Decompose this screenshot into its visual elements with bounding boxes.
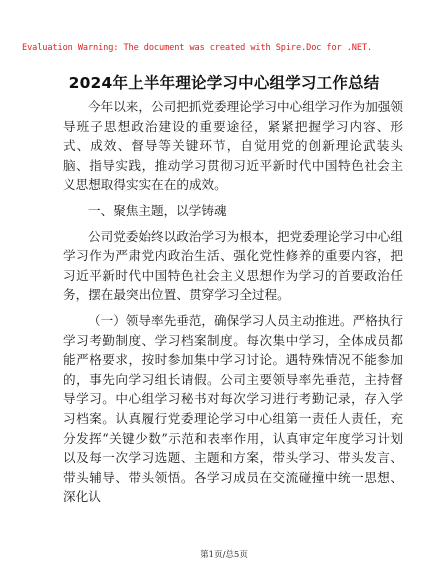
subsection-paragraph: （一）领导率先垂范，确保学习人员主动推进。严格执行学习考勤制度、学习档案制度。每次集中学习，全体成员都能严格要求，按时参加集中学习讨论。遇特殊情况不能参加的，事先向学习组长请假。公司主要领导率先垂范，主持督导学习。中心组学习秘书对每次学习进行考勤记录，存入学习档案。认真履行党委理论学习中心组第一责任人责任，充分发挥“关键少数”示范和表率作用，认真审定年度学习计划以及每一次学习选题、主题和方案，带头学习、带头发言、带头辅导、带头领悟。各学习成员在交流碰撞中统一思想、深化认 <box>63 312 403 505</box>
document-title: 2024年上半年理论学习中心组学习工作总结 <box>68 74 380 92</box>
page-footer: 第1页/总5页 <box>200 550 248 560</box>
section-heading: 一、聚焦主题，以学铸魂 <box>88 202 227 218</box>
document-body <box>63 97 403 507</box>
section-paragraph: 公司党委始终以政治学习为根本，把党委理论学习中心组学习作为严肃党内政治生活、强化党性修养的重要内容，把习近平新时代中国特色社会主义思想作为学习的首要政治任务，摆在最突出位置、贯穿学习全过程。 <box>63 228 403 303</box>
evaluation-warning: Evaluation Warning: The document was created with Spire.Doc for .NET. <box>22 43 373 53</box>
intro-paragraph: 今年以来，公司把抓党委理论学习中心组学习作为加强领导班子思想政治建设的重要途径，紧紧把握学习内容、形式、成效、督导等关键环节，自觉用党的创新理论武装头脑、指导实践，推动学习贯彻习近平新时代中国特色社会主义思想取得实实在在的成效。 <box>63 99 403 193</box>
